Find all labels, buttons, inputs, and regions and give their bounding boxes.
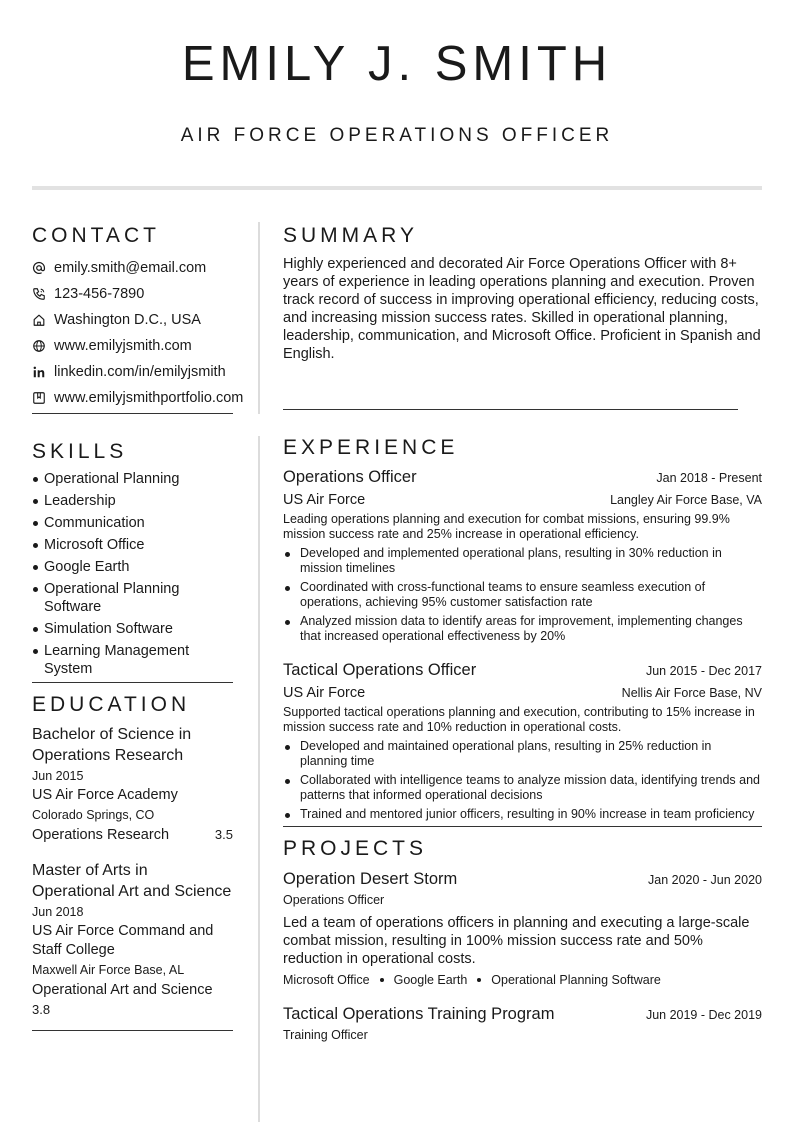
education-field-row — [32, 825, 233, 845]
left-column — [32, 222, 244, 1031]
job-bullet: Developed and maintained operational plans, resulting in 25% reduction in planning time — [283, 739, 762, 769]
right-column — [283, 222, 762, 1044]
experience-heading: EXPERIENCE — [283, 436, 459, 459]
contact-linkedin-text: linkedin.com/in/emilyjsmith — [54, 364, 226, 380]
portfolio-icon — [32, 391, 46, 405]
project-title: Tactical Operations Training Program — [283, 1005, 555, 1023]
contact-location-text: Washington D.C., USA — [54, 312, 201, 328]
education-field-row — [32, 980, 233, 1020]
project-tag: Microsoft Office — [283, 973, 370, 987]
skill-item: Operational Planning — [32, 470, 233, 488]
contact-email[interactable] — [32, 255, 233, 281]
contact-website[interactable] — [32, 333, 233, 359]
globe-icon — [32, 339, 46, 353]
education-location: Colorado Springs, CO — [32, 808, 155, 822]
skills-divider — [32, 682, 233, 683]
contact-portfolio-text: www.emilyjsmithportfolio.com — [54, 390, 244, 406]
education-heading: EDUCATION — [32, 693, 191, 716]
skill-item: Communication — [32, 514, 233, 532]
project-description: Led a team of operations officers in planning and executing a large-scale combat mission, resulting in 100% mission success rate and 50% reduction in operational costs. — [283, 915, 750, 967]
education-gpa: 3.5 — [214, 827, 233, 842]
at-icon — [32, 261, 46, 275]
job-description: Leading operations planning and execution for combat missions, ensuring 99.9% mission success rate and 25% increase in operational efficiency. — [283, 512, 730, 541]
education-location: Maxwell Air Force Base, AL — [32, 963, 185, 977]
job-date: Jun 2015 - Dec 2017 — [645, 664, 762, 678]
job-bullet: Analyzed mission data to identify areas for improvement, implementing changes that increased operational effectiveness by 20% — [283, 614, 762, 644]
project-date: Jun 2019 - Dec 2019 — [645, 1008, 762, 1022]
project-tag: Google Earth — [393, 973, 468, 987]
project-entry — [283, 1003, 762, 1044]
skills-section — [32, 438, 233, 683]
job-bullet: Coordinated with cross-functional teams to ensure seamless execution of operations, achieving 95% customer satisfaction rate — [283, 580, 762, 610]
contact-section — [32, 222, 244, 414]
project-tags — [283, 971, 762, 989]
job-entry — [283, 658, 762, 822]
contact-website-text: www.emilyjsmith.com — [54, 338, 192, 354]
tag-separator — [380, 978, 384, 982]
skills-heading: SKILLS — [32, 440, 128, 463]
education-section — [32, 691, 233, 1031]
contact-linkedin[interactable] — [32, 359, 233, 385]
project-role: Training Officer — [283, 1028, 368, 1042]
project-role: Operations Officer — [283, 893, 385, 907]
education-gpa: 3.8 — [32, 1002, 51, 1017]
skill-item: Microsoft Office — [32, 536, 233, 554]
project-title: Operation Desert Storm — [283, 870, 458, 888]
job-title-heading: AIR FORCE OPERATIONS OFFICER — [180, 125, 614, 146]
experience-divider — [283, 826, 762, 827]
project-tag: Operational Planning Software — [491, 973, 661, 987]
education-school: US Air Force Academy — [32, 787, 178, 803]
tag-separator — [477, 978, 481, 982]
skill-item: Learning Management System — [32, 642, 233, 678]
job-entry — [283, 465, 762, 644]
education-divider — [32, 1030, 233, 1031]
job-location: Langley Air Force Base, VA — [610, 493, 762, 507]
column-divider — [258, 222, 260, 1122]
experience-section — [283, 434, 762, 827]
contact-email-text: emily.smith@email.com — [54, 260, 207, 276]
education-date: Jun 2015 — [32, 769, 84, 783]
resume-name: EMILY J. SMITH — [181, 37, 613, 91]
education-field: Operational Art and Science — [32, 982, 213, 998]
education-school: US Air Force Command and Staff College — [32, 923, 214, 958]
job-bullet: Developed and implemented operational plans, resulting in 30% reduction in mission timelines — [283, 546, 762, 576]
job-title: Tactical Operations Officer — [283, 661, 477, 679]
phone-icon — [32, 287, 46, 301]
job-date: Jan 2018 - Present — [656, 471, 762, 485]
projects-section — [283, 835, 762, 1044]
project-entry — [283, 868, 762, 989]
education-degree: Master of Arts in Operational Art and Science — [32, 862, 232, 900]
education-entry — [32, 860, 233, 1020]
job-description: Supported tactical operations planning and execution, contributing to 15% increase in mission success rate and 10% reduction in operational costs. — [283, 705, 755, 734]
contact-phone[interactable] — [32, 281, 233, 307]
job-bullet: Trained and mentored junior officers, resulting in 90% increase in team proficiency — [283, 807, 762, 822]
projects-heading: PROJECTS — [283, 837, 428, 860]
summary-section — [283, 222, 762, 410]
job-bullet: Collaborated with intelligence teams to analyze mission data, identifying trends and patterns that informed operational decisions — [283, 773, 762, 803]
header-divider — [32, 186, 762, 190]
contact-portfolio[interactable] — [32, 385, 244, 411]
skill-item: Leadership — [32, 492, 233, 510]
job-company: US Air Force — [283, 685, 366, 701]
skill-item: Google Earth — [32, 558, 233, 576]
contact-heading: CONTACT — [32, 224, 160, 247]
summary-heading: SUMMARY — [283, 224, 418, 247]
job-title: Operations Officer — [283, 468, 417, 486]
contact-divider — [32, 413, 233, 414]
summary-text: Highly experienced and decorated Air Force Operations Officer with 8+ years of experience in leading operations planning and execution. Proven track record of success in improving operational efficiency, reducing costs, and increasing mission success rates. Skilled in operational planning, leadership, communication, and Microsoft Office. Proficient in Spanish and English. — [283, 256, 761, 362]
education-date: Jun 2018 — [32, 905, 84, 919]
contact-phone-text: 123-456-7890 — [54, 286, 145, 302]
summary-divider — [283, 409, 738, 410]
skill-item: Operational Planning Software — [32, 580, 233, 616]
education-entry — [32, 724, 233, 845]
job-location: Nellis Air Force Base, NV — [621, 686, 762, 700]
education-field: Operations Research — [32, 827, 170, 843]
linkedin-icon — [32, 365, 46, 379]
project-date: Jan 2020 - Jun 2020 — [648, 873, 762, 887]
skill-item: Simulation Software — [32, 620, 233, 638]
education-degree: Bachelor of Science in Operations Research — [32, 726, 192, 764]
home-icon — [32, 313, 46, 327]
job-company: US Air Force — [283, 492, 366, 508]
contact-location — [32, 307, 233, 333]
